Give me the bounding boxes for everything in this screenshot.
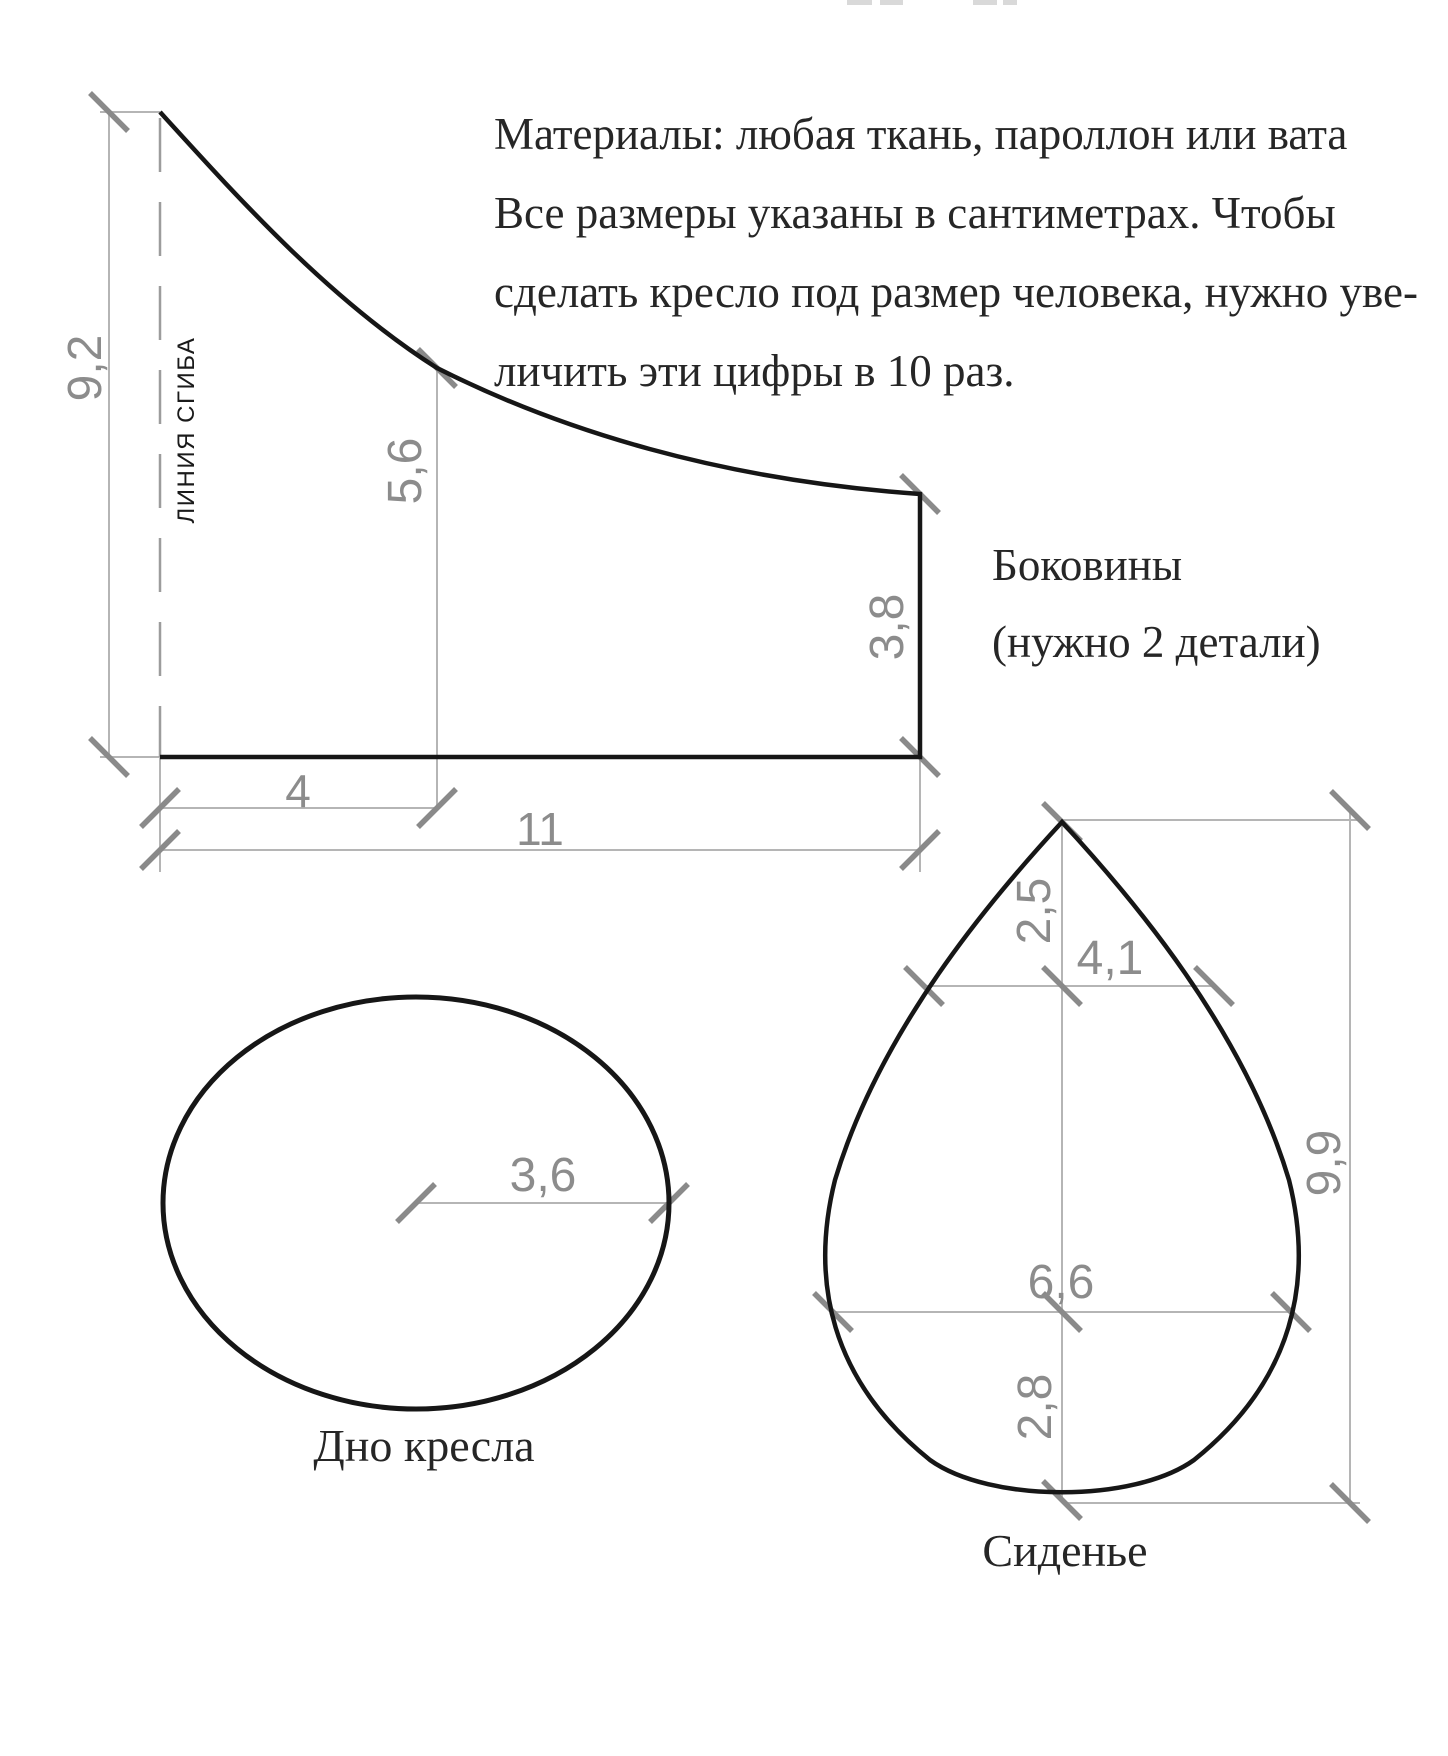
dim-label-11: 11 — [516, 803, 564, 855]
seat-caption: Сиденье — [982, 1525, 1148, 1576]
dim-label-2-8: 2,8 — [1009, 1373, 1062, 1441]
fold-line-label: ЛИНИЯ СГИБА — [173, 336, 200, 524]
dim-label-2-5: 2,5 — [1008, 877, 1061, 945]
dim-label-9-2: 9,2 — [59, 334, 112, 402]
side-panel-title — [992, 527, 1321, 681]
side-panel-title-line2: (нужно 2 детали) — [992, 617, 1321, 667]
instruction-line: сделать кресло под размер человека, нужно уве- — [494, 267, 1418, 317]
dim-label-4-1: 4,1 — [1076, 932, 1144, 985]
dim-label-3-6: 3,6 — [509, 1149, 577, 1202]
dim-label-4: 4 — [285, 765, 311, 817]
side-panel-title-line1: Боковины — [992, 540, 1183, 590]
instruction-line: Все размеры указаны в сантиметрах. Чтобы — [494, 188, 1336, 238]
dim-label-9-9: 9,9 — [1298, 1129, 1351, 1197]
materials-instructions — [494, 95, 1418, 411]
instruction-line: личить эти цифры в 10 раз. — [494, 346, 1015, 396]
bottom-circle-caption: Дно кресла — [313, 1420, 535, 1471]
dim-label-3-8: 3,8 — [861, 593, 914, 661]
dim-label-6-6: 6,6 — [1027, 1256, 1095, 1309]
instruction-line: Материалы: любая ткань, пароллон или вата — [494, 109, 1348, 159]
dim-label-5-6: 5,6 — [379, 437, 432, 505]
